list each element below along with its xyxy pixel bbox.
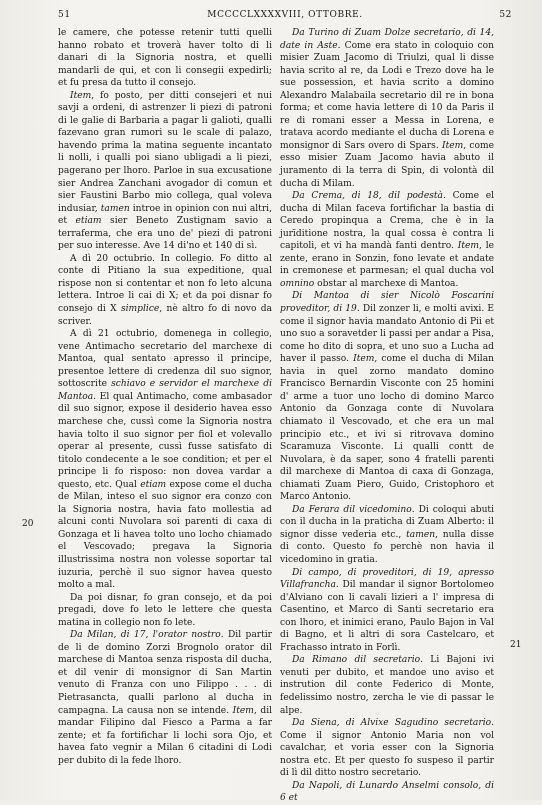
paragraph: Da Rimano dil secretario. Li Bajoni ivi venuti per dubito, et mandoe uno aviso et instrution dil conte Federico di Monte, fedelissimo nostro, zercha le vie di passar le alpe. — [280, 655, 494, 716]
right-page-number: 52 — [499, 10, 512, 20]
paragraph: Da Turino di Zuam Dolze secretario, di 14, date in Aste. Come era stato in coloquio con misier Zuam Jacomo di Triulzi, qual li disse havia scrito al re, da Lodi e Trezo dove ha le sue possession, et havia scrito a domino Alexandro Malabaila secretario dil re in bona forma; et come havia lettere di 10 da Paris il re di romani esser a Messa in Lorena, e tratava acordo mediante el ducha di Lorena e monsignor di Sars overo di Spars. Item, come esso misier Zuam Jacomo havia abuto il juramento di la terra di Spin, di volontà dil ducha di Milam. — [280, 28, 494, 189]
paragraph: Da Milan, di 17, l'orator nostro. Dil partir de li de domino Zorzi Brognolo orator dil marchese di Mantoa senza risposta dil ducha, et dil venir di monsignor di San Martin venuto di Franza con uno Filippo . . . di Pietrasancta, qualli parlono al ducha in campagna. La causa non se intende. Item, dil mandar Filipino dal Fiesco a Parma a far zente; et fa fortifichar li lochi sora Ojo, et havea fato vegnir a Milan 6 citadini di Lodi per dubito di la fede lhoro. — [58, 630, 273, 766]
right-text-column — [280, 27, 494, 805]
running-title: MCCCCLXXXXVIII, OTTOBRE. — [207, 10, 363, 20]
paragraph: Di Mantoa di sier Nicolò Foscarini proveditor, di 19. Dil zonzer li, e molti avixi. E come il signor havia mandato Antonio di Pii et uno suo a soravetder li passi per andar a Pisa, come ho dito di sopra, et uno suo a Lucha ad haver il passo. Item, come el ducha di Milan havia in quel zorno mandato domino Francisco Bernardin Visconte con 25 homini d' arme a tuor uno locho di domino Marco Antonio da Gonzaga conte di Nuvolara chiamato il Vescovado, et che era un mal principio etc., et ivi si ritrovava domino Scaramuza Visconte. Li qualli contt de Nuvolara, è da saper, sono 4 fratelli parenti dil marchexe di Mantoa di caxa di Gonzaga, chiamati Zuam Piero, Guido, Cristophoro et Marco Antonio. — [280, 291, 494, 503]
paragraph: Da Crema, di 18, dil podestà. Come el ducha di Milan faceva fortifichar la bastia di Ceredo propinqua a Crema, che è in la jurīditione nostra, la qual cossa è contra li capitoli, et vi ha mandà fanti dentro. Item, le zente, erano in Sonzin, fono levate et andate in cremonese et parmesan; el qual ducha vol omnino obstar al marchexe di Mantoa. — [280, 191, 495, 289]
left-page-number: 51 — [58, 10, 71, 20]
paragraph: Da Siena, di Alvixe Sagudino secretario. Come il signor Antonio Maria non vol cavalchar, et voria esser con la Signoria nostra etc. Et per questo fo suspeso il partir di lì dil ditto nostro secretario. — [280, 718, 494, 779]
page-header — [58, 10, 512, 26]
paragraph: Item, fo posto, per ditti consejeri et nui savji a ordeni, di astrenzer li piezi di patroni di le galie di Barbaria a pagar li galioti, qualli fazevano gran rumori su le scale di palazo, havendo prima la matina seguente incantato li nolli, i qualli poi siano ubligadi a li piezi, pagerano per lhoro. Parloe in sua excusatione sier Andrea Zanchani avogador di comun et sier Faustini Barbo mio collega, qual voleva indusiar, tamen introe in opinion con nui altri, et etiam sier Beneto Zustignam savio a terraferma, che era uno de' piezi di patroni per suo interesse. Ave 14 di'no et 140 di sì. — [58, 90, 272, 252]
paragraph: A dì 21 octubrio, domenega in collegio, vene Antimacho secretario del marchexe di Mantoa, qual sentato apresso il principe, presentoe lettere di credenza dil suo signor, sottoscrite schiavo e servidor el marchexe di Mantoa. El qual Antimacho, come ambasador dil suo signor, expose il desiderio havea esso marchese che, cussì come la Signoria nostra havia tolto il suo signor per fiol et volevallo operar al presente, cussì fusse satisfato di titolo condecente a le soe condition; et per el principe li fo risposo: non dovea vardar a questo, etc. Qual etiam expose come el ducha de Milan, inteso el suo signor era conzo con la Signoria nostra, havia fato mollestia ad alcuni conti Nuvolara soi parenti di caxa di Gonzaga et li havea tolto uno locho chiamado el Vescovado; pregava la Signoria illustrissima nostra non volesse soportar tal iuzuria, perchè il suo signor havea questo molto a mal. — [58, 329, 272, 591]
paragraph: A dì 20 octubrio. In collegio. Fo ditto al conte di Pitiano la sua expeditione, qual rispose non si contentar et non fo leto alcuna lettera. Introe li cai di X; et da poi disnar fo consejo di X simplice, nè altro fo di novo da scriver. — [58, 253, 272, 327]
left-text-column — [58, 27, 272, 767]
right-margin-number: 21 — [510, 640, 522, 650]
paragraph: le camere, che potesse retenir tutti quelli hanno robato et troverà haver tolto di li danari di la Signoria nostra, et quelli mandarli de qui, et con li consegii expedirli; et fu presa da tutto il consejo. — [58, 28, 272, 89]
paragraph: Da Napoli, di Lunardo Anselmi consolo, di 6 et — [280, 780, 494, 804]
paragraph: Di campo, di proveditori, di 19, apresso Villafrancha. Dil mandar il signor Bortolomeo d'Alviano con li cavali lizieri a l' impresa di Casentino, et Marco di Santi secretario era con lhoro, et inimici erano, Paulo Bajon in Val di Bagno, et li altri di sora Castelcaro, et Frachasso intrato in Forlì. — [280, 567, 494, 653]
paragraph: Da Ferara dil vicedomino. Di coloqui abuti con il ducha in la praticha di Zuam Alberto: il signor disse vederia etc., tamen, nulla disse di conto. Questo fo perchè non havia il vicedomino in gratia. — [280, 504, 494, 565]
paragraph: Da poi disnar, fo gran consejo, et da poi pregadi, dove fo leto le lettere che questa matina in collegio non fo lete. — [58, 592, 272, 628]
left-margin-number: 20 — [22, 519, 34, 529]
